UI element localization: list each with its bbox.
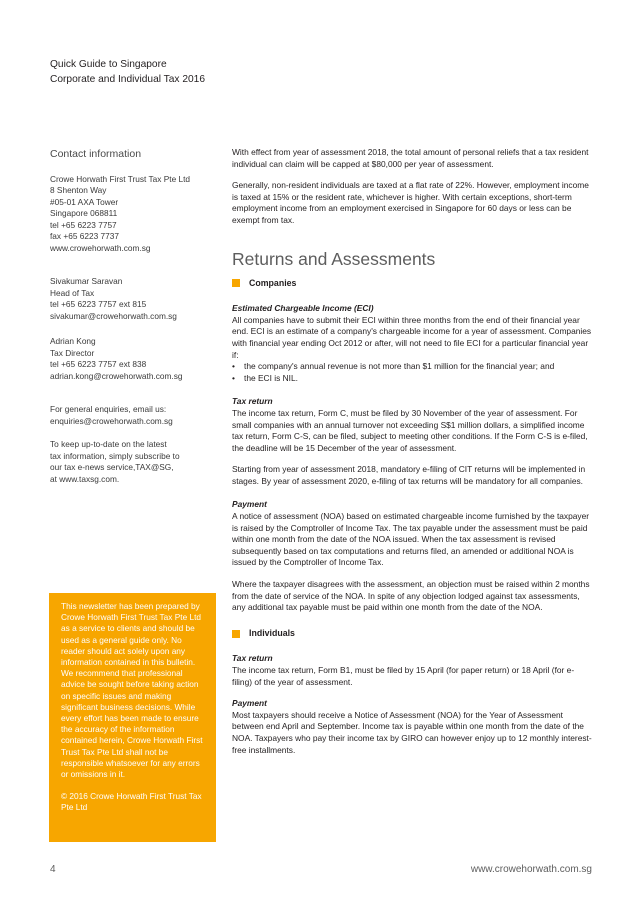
enquiries-label: For general enquiries, email us:: [50, 404, 167, 414]
efiling-text: Starting from year of assessment 2018, mandatory e-filing of CIT returns will be implemented in stages. By year of assessment 2020, e-filing of tax returns will be mandatory for all companies.: [232, 464, 586, 486]
contact-2-tel: tel +65 6223 7757 ext 838: [50, 359, 147, 369]
individuals-tax-return-text: The income tax return, Form B1, must be filed by 15 April (for paper return) or 18 April (for e-filing) of the year of assessment.: [232, 665, 575, 687]
companies-payment-title: Payment: [232, 499, 267, 510]
firm-contact-block: [50, 174, 220, 255]
document-header: [50, 58, 205, 87]
header-title-line2: Corporate and Individual Tax 2016: [50, 73, 205, 85]
disclaimer-text: This newsletter has been prepared by Crowe Horwath First Trust Tax Pte Ltd as a service to clients and should be used as a general guide only. No reader should act solely upon any information contained in this bulletin. We recommend that professional advice be sought before taking action on specific issues and making significant business decisions. While every effort has been made to ensure the accuracy of the information contained herein, Crowe Horwath First Trust Tax Pte Ltd shall not be responsible whatsoever for any errors or omissions in it.: [61, 601, 203, 780]
contact-person-1: [50, 276, 220, 322]
eci-bullet-list: [232, 361, 592, 384]
bullet-text: the company's annual revenue is not more than $1 million for the financial year; and: [244, 361, 555, 372]
eci-title: Estimated Chargeable Income (ECI): [232, 303, 374, 314]
enquiries-block: [50, 404, 220, 427]
bullet-icon: •: [232, 372, 235, 383]
companies-heading-label: Companies: [249, 277, 297, 288]
individuals-heading: [232, 628, 592, 640]
individuals-payment-title: Payment: [232, 698, 267, 709]
disclaimer-box: [49, 593, 216, 842]
intro-paragraph-1: With effect from year of assessment 2018, the total amount of personal reliefs that a tax resident individual can claim will be capped at $80,000 per year of assessment.: [232, 147, 589, 169]
list-item: [232, 373, 592, 385]
contact-person-2: [50, 336, 220, 382]
objection-text: Where the taxpayer disagrees with the assessment, an objection must be raised within 2 months from the date of service of the NOA. In spite of any objection lodged against tax assessments, any additional tax payable must be paid within one month from the date of the NOA.: [232, 579, 590, 613]
footer-website-link[interactable]: www.crowehorwath.com.sg: [470, 864, 592, 875]
eci-text: All companies have to submit their ECI within three months from the end of their financial year end. ECI is an estimate of a company's chargeable income for a year of assessment. Companies with financial year ending Oct 2012 or after, will not need to file ECI for a particular financial year if:: [232, 314, 592, 360]
page-number: 4: [50, 864, 56, 875]
subscribe-line3: our tax e-news service,TAX@SG,: [50, 462, 174, 472]
contact-2-email-link[interactable]: adrian.kong@crowehorwath.com.sg: [50, 370, 183, 381]
firm-address-line1: 8 Shenton Way: [50, 185, 107, 195]
orange-square-icon: [232, 630, 240, 638]
firm-fax: fax +65 6223 7737: [50, 231, 119, 241]
companies-tax-return-text: The income tax return, Form C, must be filed by 30 November of the year of assessment. For small companies with an annual turnover not exceeding S$1 million dollars, a simplified income tax return, Form C-S, can be filed, subject to meeting other conditions. If the Form C-S is e-filed, the deadline will be 15 December of the year of assessment.: [232, 407, 588, 453]
enquiries-email-link[interactable]: enquiries@crowehorwath.com.sg: [50, 415, 173, 426]
firm-website-link[interactable]: www.crowehorwath.com.sg: [50, 242, 151, 253]
firm-tel: tel +65 6223 7757: [50, 219, 117, 230]
firm-address-line3: Singapore 068811: [50, 208, 118, 218]
companies-tax-return-title: Tax return: [232, 396, 273, 407]
companies-heading: [232, 278, 592, 290]
contact-sidebar: [50, 149, 220, 497]
companies-payment-text: A notice of assessment (NOA) based on estimated chargeable income furnished by the taxpayer is raised by the Comptroller of Income Tax. The tax payable under the assessment must be paid within one month from the date of the NOA issued. When the tax assessment is revised subsequently based on tax computations and returns filed, an amended or additional NOA is issued by the Comptroller of Income Tax.: [232, 511, 590, 568]
section-title: Returns and Assessments: [232, 248, 436, 269]
contact-1-name: Sivakumar Saravan: [50, 276, 123, 286]
individuals-heading-label: Individuals: [249, 627, 295, 638]
contact-2-title: Tax Director: [50, 347, 95, 358]
firm-address-line2: #05-01 AXA Tower: [50, 196, 119, 207]
contact-heading: Contact information: [50, 148, 142, 160]
contact-1-email-link[interactable]: sivakumar@crowehorwath.com.sg: [50, 310, 177, 321]
contact-1-title: Head of Tax: [50, 287, 95, 298]
subscribe-block: [50, 439, 220, 485]
main-content: [232, 147, 592, 756]
intro-paragraph-2: Generally, non-resident individuals are taxed at a flat rate of 22%. However, employment income is taxed at 15% or the resident rate, whichever is higher. With certain exceptions, short-term employment income from an employment exercised in Singapore for 60 days or less can be exempt from tax.: [232, 180, 589, 225]
contact-2-name: Adrian Kong: [50, 336, 96, 346]
subscribe-line4[interactable]: at www.taxsg.com.: [50, 473, 120, 484]
orange-square-icon: [232, 279, 240, 287]
bullet-text: the ECI is NIL.: [244, 372, 298, 383]
individuals-tax-return-title: Tax return: [232, 653, 273, 664]
subscribe-line1: To keep up-to-date on the latest: [50, 439, 167, 449]
subscribe-line2: tax information, simply subscribe to: [50, 450, 180, 461]
bullet-icon: •: [232, 361, 235, 372]
header-title-line1: Quick Guide to Singapore: [50, 59, 167, 70]
firm-name: Crowe Horwath First Trust Tax Pte Ltd: [50, 173, 191, 184]
individuals-payment-text: Most taxpayers should receive a Notice of Assessment (NOA) for the Year of Assessment between end April and September. Income tax is payable within one month from the date of the NOA. Taxpayers who pay their income tax by GIRO can however enjoy up to 12 monthly interest-free installments.: [232, 709, 592, 755]
contact-1-tel: tel +65 6223 7757 ext 815: [50, 299, 147, 309]
list-item: [232, 361, 592, 373]
copyright-text: © 2016 Crowe Horwath First Trust Tax Pte Ltd: [61, 791, 202, 813]
